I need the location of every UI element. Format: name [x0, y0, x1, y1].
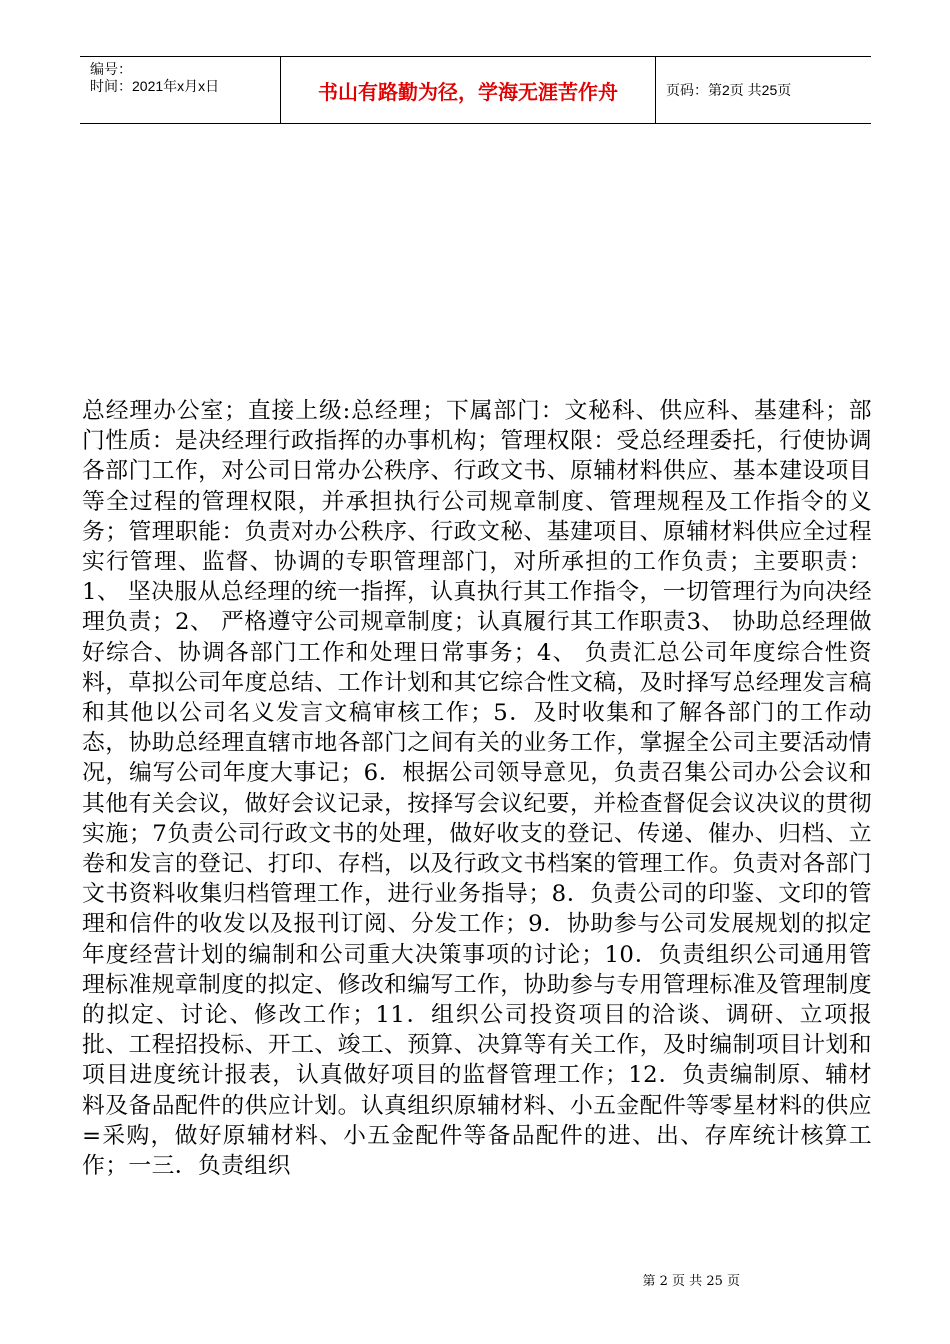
header-motto: 书山有路勤为径，学海无涯苦作舟: [281, 57, 656, 123]
document-body-text: 总经理办公室；直接上级:总经理；下属部门：文秘科、供应科、基建科；部门性质：是决经理行政指挥的办事机构；管理权限：受总经理委托，行使协调各部门工作，对公司日常办公秩序、行政文书、原辅材料供应、基本建设项目等全过程的管理权限，并承担执行公司规章制度、管理规程及工作指令的义务；管理职能：负责对办公秩序、行政文秘、基建项目、原辅材料供应全过程实行管理、监督、协调的专职管理部门，对所承担的工作负责；主要职责：1、 坚决服从总经理的统一指挥，认真执行其工作指令，一切管理行为向决经理负责；2、 严格遵守公司规章制度；认真履行其工作职责3、 协助总经理做好综合、协调各部门工作和处理日常事务；4、 负责汇总公司年度综合性资料，草拟公司年度总结、工作计划和其它综合性文稿，及时择写总经理发言稿和其他以公司名义发言文稿审核工作；5．及时收集和了解各部门的工作动态，协助总经理直辖市地各部门之间有关的业务工作，掌握全公司主要活动情况，编写公司年度大事记；6．根据公司领导意见，负责召集公司办公会议和其他有关会议，做好会议记录，按择写会议纪要，并检查督促会议决议的贯彻实施；7负责公司行政文书的处理，做好收支的登记、传递、催办、归档、立卷和发言的登记、打印、存档，以及行政文书档案的管理工作。负责对各部门文书资料收集归档管理工作，进行业务指导；8．负责公司的印鉴、文印的管理和信件的收发以及报刊订阅、分发工作；9．协助参与公司发展规划的拟定年度经营计划的编制和公司重大决策事项的讨论；10．负责组织公司通用管理标准规章制度的拟定、修改和编写工作，协助参与专用管理标准及管理制度的拟定、讨论、修改工作；11．组织公司投资项目的洽谈、调研、立项报批、工程招投标、开工、竣工、预算、决算等有关工作，及时编制项目计划和项目进度统计报表，认真做好项目的监督管理工作；12．负责编制原、辅材料及备品配件的供应计划。认真组织原辅材料、小五金配件等零星材料的供应=采购，做好原辅材料、小五金配件等备品配件的进、出、存库统计核算工作；一三．负责组织: [82, 398, 872, 1180]
document-number-label: 编号：: [90, 61, 132, 77]
header-page-info: 页码：第2页 共25页: [666, 82, 792, 98]
page-header: [80, 56, 871, 124]
page-footer-number: 第 2 页 共 25 页: [642, 1274, 740, 1289]
document-time-label: 时间：2021年x月x日: [90, 78, 220, 94]
header-meta-cell: [80, 57, 281, 123]
